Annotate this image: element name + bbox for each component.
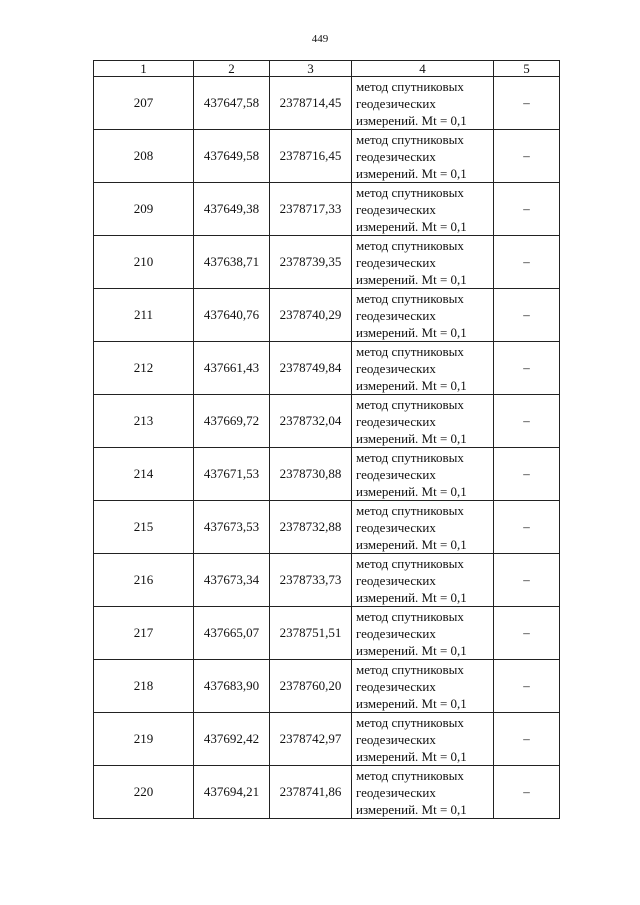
table-row [94, 342, 560, 395]
point-number-cell: 211 [94, 289, 194, 342]
x-coordinate-cell: 437647,58 [194, 77, 270, 130]
method-cell [352, 130, 494, 183]
method-text-line: измерений. Mt = 0,1 [356, 112, 467, 128]
x-coordinate-cell: 437673,53 [194, 501, 270, 554]
point-number-cell: 219 [94, 713, 194, 766]
method-cell [352, 289, 494, 342]
method-text-line: измерений. Mt = 0,1 [356, 430, 467, 446]
method-text-line: геодезических [356, 784, 436, 800]
x-coordinate-cell: 437661,43 [194, 342, 270, 395]
point-number-cell: 217 [94, 607, 194, 660]
point-number-cell: 213 [94, 395, 194, 448]
method-text-line: измерений. Mt = 0,1 [356, 801, 467, 817]
x-coordinate-cell: 437683,90 [194, 660, 270, 713]
point-number-cell: 207 [94, 77, 194, 130]
method-cell [352, 660, 494, 713]
column-header-3: 3 [270, 61, 352, 77]
column-header-1: 1 [94, 61, 194, 77]
note-cell: – [494, 448, 560, 501]
note-cell: – [494, 183, 560, 236]
point-number-cell: 209 [94, 183, 194, 236]
method-text-line: метод спутниковых [356, 184, 464, 200]
column-header-2: 2 [194, 61, 270, 77]
method-text-line: измерений. Mt = 0,1 [356, 695, 467, 711]
x-coordinate-cell: 437673,34 [194, 554, 270, 607]
method-cell [352, 607, 494, 660]
note-cell: – [494, 289, 560, 342]
table-row [94, 77, 560, 130]
x-coordinate-cell: 437649,58 [194, 130, 270, 183]
table-body [94, 77, 560, 819]
method-cell [352, 395, 494, 448]
table-row [94, 607, 560, 660]
table-row [94, 130, 560, 183]
method-text-line: метод спутниковых [356, 449, 464, 465]
table-row [94, 236, 560, 289]
table-header-row [94, 61, 560, 77]
method-text-line: геодезических [356, 625, 436, 641]
point-number-cell: 214 [94, 448, 194, 501]
method-text-line: измерений. Mt = 0,1 [356, 589, 467, 605]
method-text-line: метод спутниковых [356, 78, 464, 94]
method-cell [352, 766, 494, 819]
method-cell [352, 183, 494, 236]
y-coordinate-cell: 2378740,29 [270, 289, 352, 342]
table-row [94, 766, 560, 819]
method-text-line: геодезических [356, 466, 436, 482]
table-row [94, 395, 560, 448]
method-text-line: измерений. Mt = 0,1 [356, 536, 467, 552]
method-text-line: метод спутниковых [356, 608, 464, 624]
y-coordinate-cell: 2378714,45 [270, 77, 352, 130]
method-text-line: метод спутниковых [356, 661, 464, 677]
method-text-line: измерений. Mt = 0,1 [356, 271, 467, 287]
note-cell: – [494, 77, 560, 130]
method-text-line: измерений. Mt = 0,1 [356, 642, 467, 658]
method-text-line: метод спутниковых [356, 502, 464, 518]
table-row [94, 448, 560, 501]
table-row [94, 183, 560, 236]
note-cell: – [494, 501, 560, 554]
y-coordinate-cell: 2378741,86 [270, 766, 352, 819]
method-text-line: метод спутниковых [356, 237, 464, 253]
note-cell: – [494, 660, 560, 713]
method-text-line: метод спутниковых [356, 555, 464, 571]
method-text-line: геодезических [356, 307, 436, 323]
method-cell [352, 713, 494, 766]
method-cell [352, 554, 494, 607]
x-coordinate-cell: 437640,76 [194, 289, 270, 342]
x-coordinate-cell: 437665,07 [194, 607, 270, 660]
method-cell [352, 236, 494, 289]
coordinates-table [93, 60, 560, 819]
method-text-line: геодезических [356, 95, 436, 111]
method-text-line: геодезических [356, 148, 436, 164]
y-coordinate-cell: 2378733,73 [270, 554, 352, 607]
note-cell: – [494, 236, 560, 289]
method-text-line: метод спутниковых [356, 290, 464, 306]
point-number-cell: 212 [94, 342, 194, 395]
method-text-line: измерений. Mt = 0,1 [356, 748, 467, 764]
point-number-cell: 215 [94, 501, 194, 554]
method-cell [352, 342, 494, 395]
x-coordinate-cell: 437669,72 [194, 395, 270, 448]
table-row [94, 713, 560, 766]
point-number-cell: 208 [94, 130, 194, 183]
method-text-line: метод спутниковых [356, 343, 464, 359]
y-coordinate-cell: 2378717,33 [270, 183, 352, 236]
point-number-cell: 216 [94, 554, 194, 607]
y-coordinate-cell: 2378732,88 [270, 501, 352, 554]
note-cell: – [494, 395, 560, 448]
column-header-5: 5 [494, 61, 560, 77]
method-text-line: измерений. Mt = 0,1 [356, 324, 467, 340]
page-number: 449 [311, 33, 329, 45]
note-cell: – [494, 607, 560, 660]
column-header-4: 4 [352, 61, 494, 77]
method-text-line: измерений. Mt = 0,1 [356, 377, 467, 393]
method-text-line: геодезических [356, 201, 436, 217]
y-coordinate-cell: 2378739,35 [270, 236, 352, 289]
table-row [94, 501, 560, 554]
point-number-cell: 220 [94, 766, 194, 819]
method-text-line: геодезических [356, 678, 436, 694]
method-text-line: геодезических [356, 572, 436, 588]
method-cell [352, 501, 494, 554]
method-text-line: геодезических [356, 360, 436, 376]
note-cell: – [494, 554, 560, 607]
method-cell [352, 77, 494, 130]
method-text-line: геодезических [356, 254, 436, 270]
x-coordinate-cell: 437694,21 [194, 766, 270, 819]
y-coordinate-cell: 2378732,04 [270, 395, 352, 448]
y-coordinate-cell: 2378730,88 [270, 448, 352, 501]
table-row [94, 289, 560, 342]
y-coordinate-cell: 2378749,84 [270, 342, 352, 395]
method-cell [352, 448, 494, 501]
y-coordinate-cell: 2378742,97 [270, 713, 352, 766]
y-coordinate-cell: 2378716,45 [270, 130, 352, 183]
note-cell: – [494, 713, 560, 766]
x-coordinate-cell: 437638,71 [194, 236, 270, 289]
note-cell: – [494, 766, 560, 819]
point-number-cell: 218 [94, 660, 194, 713]
point-number-cell: 210 [94, 236, 194, 289]
table-row [94, 660, 560, 713]
y-coordinate-cell: 2378760,20 [270, 660, 352, 713]
table-row [94, 554, 560, 607]
method-text-line: измерений. Mt = 0,1 [356, 218, 467, 234]
method-text-line: измерений. Mt = 0,1 [356, 483, 467, 499]
method-text-line: геодезических [356, 519, 436, 535]
method-text-line: метод спутниковых [356, 131, 464, 147]
method-text-line: метод спутниковых [356, 714, 464, 730]
method-text-line: метод спутниковых [356, 767, 464, 783]
note-cell: – [494, 342, 560, 395]
method-text-line: измерений. Mt = 0,1 [356, 165, 467, 181]
note-cell: – [494, 130, 560, 183]
method-text-line: геодезических [356, 731, 436, 747]
y-coordinate-cell: 2378751,51 [270, 607, 352, 660]
x-coordinate-cell: 437692,42 [194, 713, 270, 766]
x-coordinate-cell: 437649,38 [194, 183, 270, 236]
method-text-line: метод спутниковых [356, 396, 464, 412]
x-coordinate-cell: 437671,53 [194, 448, 270, 501]
method-text-line: геодезических [356, 413, 436, 429]
